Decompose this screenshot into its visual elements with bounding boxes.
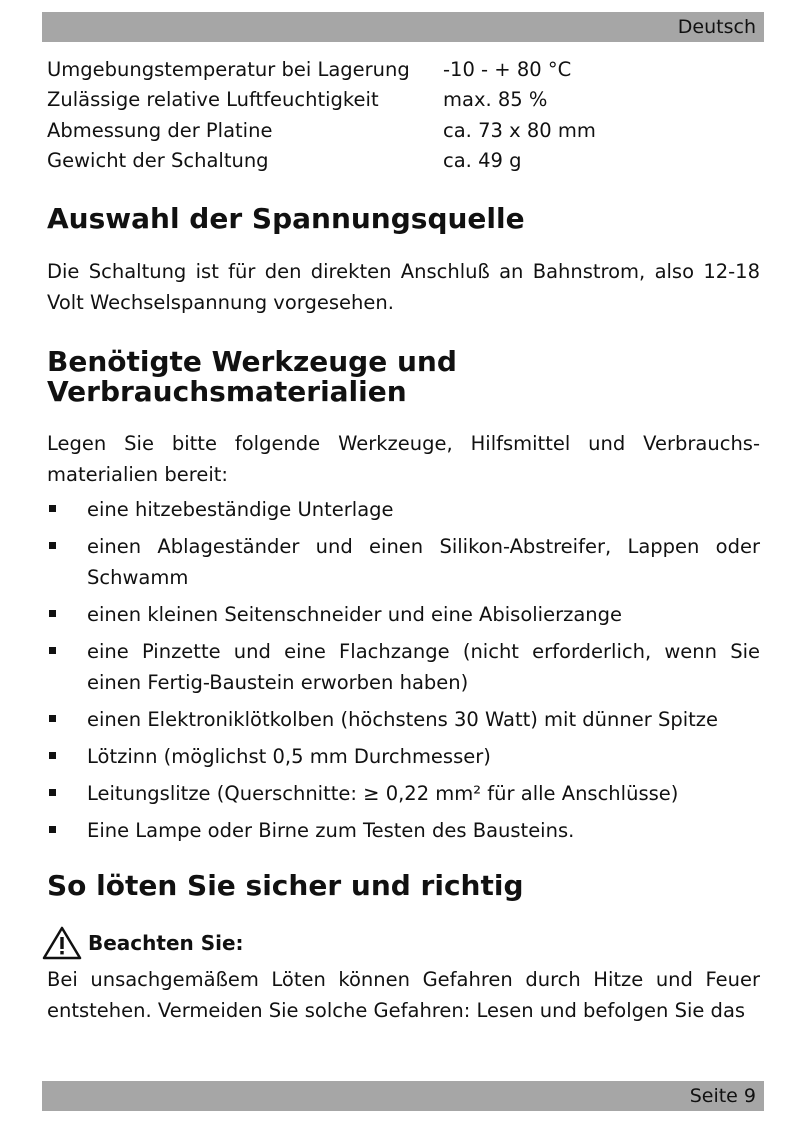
tools-heading xyxy=(47,347,767,407)
power-paragraph: Die Schaltung ist für den direkten Anschluß an Bahnstrom, also 12-18 Volt Wechselspannung vorgesehen. xyxy=(47,260,760,314)
list-item-text: Eine Lampe oder Birne zum Testen des Bausteins. xyxy=(87,819,575,842)
solder-paragraph: Bei unsachgemäßem Löten können Gefahren durch Hitze und Feuer entstehen. Vermeiden Sie solche Gefahren: Lesen und befolgen Sie das xyxy=(47,968,760,1022)
spec-row xyxy=(47,146,767,177)
warning-label: Beachten Sie: xyxy=(88,931,244,955)
solder-heading: So löten Sie sicher und richtig xyxy=(47,869,524,902)
spec-label: Umgebungstemperatur bei Lagerung xyxy=(47,57,410,81)
spec-value: -10 - + 80 °C xyxy=(443,57,572,81)
list-item-text: eine hitzebeständige Unterlage xyxy=(87,498,394,521)
bullet-icon xyxy=(49,715,56,722)
bullet-icon xyxy=(49,610,56,617)
bullet-icon xyxy=(49,789,56,796)
spec-value: max. 85 % xyxy=(443,88,548,112)
warning-triangle-icon xyxy=(42,926,82,960)
spec-value: ca. 73 x 80 mm xyxy=(443,118,596,142)
bullet-icon xyxy=(49,542,56,549)
bullet-icon xyxy=(49,647,56,654)
spec-label: Zulässige relative Luftfeuchtigkeit xyxy=(47,88,379,112)
power-heading: Auswahl der Spannungsquelle xyxy=(47,202,525,235)
list-item xyxy=(47,599,760,630)
list-item-text: einen Elektroniklötkolben (höchstens 30 Watt) mit dünner Spitze xyxy=(87,708,719,731)
spec-value: ca. 49 g xyxy=(443,149,522,173)
list-item xyxy=(47,531,760,593)
language-label: Deutsch xyxy=(677,16,756,38)
list-item xyxy=(47,494,760,525)
list-item xyxy=(47,741,760,772)
list-item-text: einen kleinen Seitenschneider und eine Abisolierzange xyxy=(87,603,623,626)
list-item-text: Leitungslitze (Querschnitte: ≥ 0,22 mm² für alle Anschlüsse) xyxy=(87,782,679,805)
list-item xyxy=(47,704,760,735)
tools-heading-line1: Benötigte Werkzeuge und xyxy=(47,345,457,378)
tools-intro: Legen Sie bitte folgende Werkzeuge, Hilfsmittel und Verbrauchs-materialien bereit: xyxy=(47,432,760,486)
spec-table xyxy=(47,54,767,176)
list-item-text: Lötzinn (möglichst 0,5 mm Durchmesser) xyxy=(87,745,491,768)
list-item xyxy=(47,636,760,698)
tools-list xyxy=(47,494,760,852)
spec-row xyxy=(47,115,767,146)
spec-row xyxy=(47,54,767,85)
bullet-icon xyxy=(49,752,56,759)
footer-bar xyxy=(42,1081,764,1111)
spec-label: Abmessung der Platine xyxy=(47,118,273,142)
spec-label: Gewicht der Schaltung xyxy=(47,149,269,173)
list-item-text: einen Ablageständer und einen Silikon-Abstreifer, Lappen oder Schwamm xyxy=(87,535,760,589)
header-bar xyxy=(42,12,764,42)
page-number: Seite 9 xyxy=(689,1085,756,1107)
spec-row xyxy=(47,85,767,116)
bullet-icon xyxy=(49,826,56,833)
list-item xyxy=(47,815,760,846)
bullet-icon xyxy=(49,505,56,512)
warning-callout xyxy=(42,926,244,960)
list-item xyxy=(47,778,760,809)
list-item-text: eine Pinzette und eine Flachzange (nicht erforderlich, wenn Sie einen Fertig-Baustein erworben haben) xyxy=(87,640,760,694)
tools-heading-line2: Verbrauchsmaterialien xyxy=(47,375,407,408)
